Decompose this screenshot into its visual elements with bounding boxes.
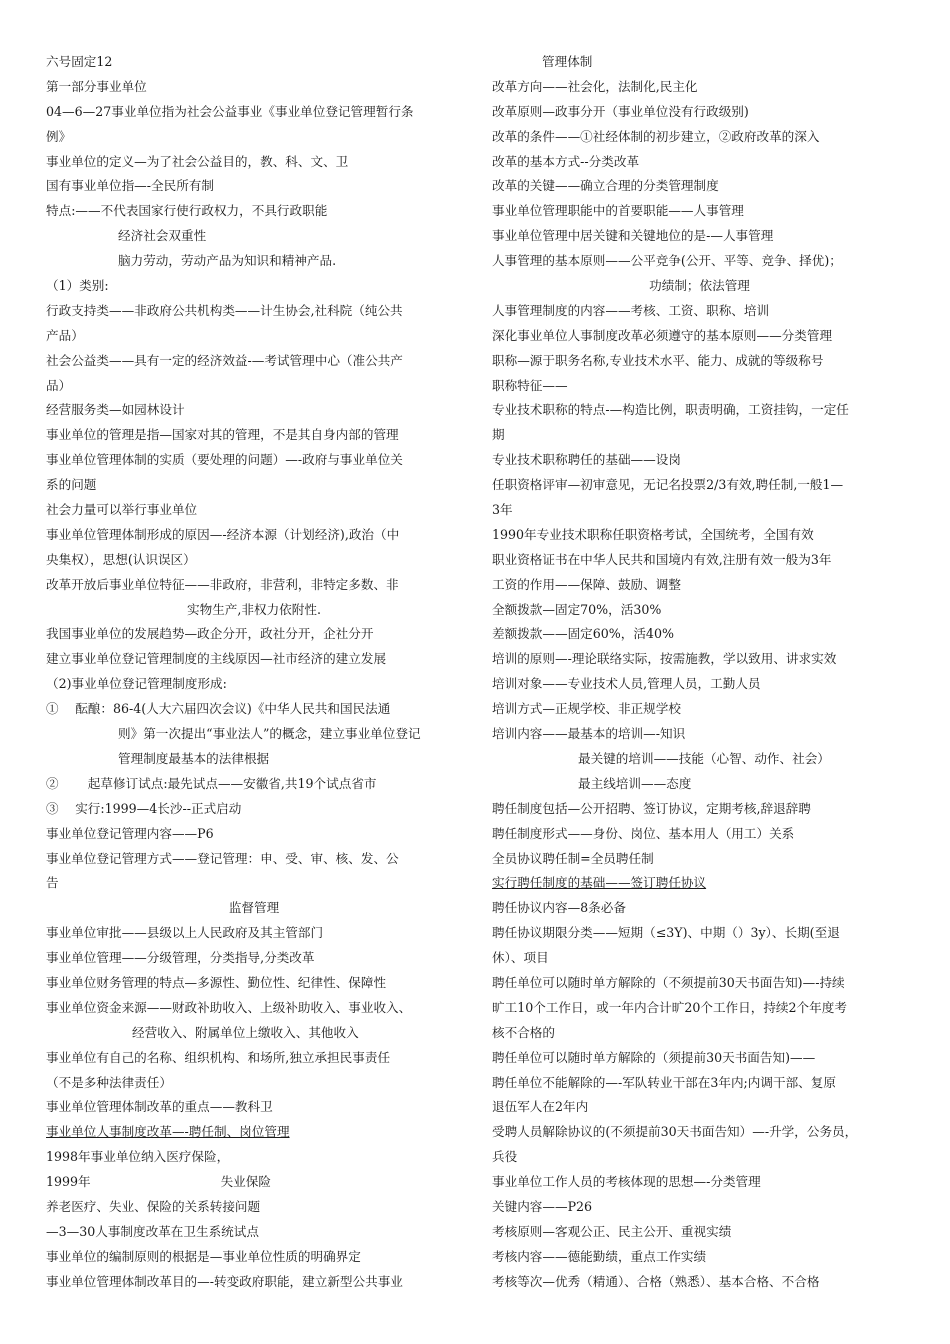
line-text: 聘任制度形式——身份、岗位、基本用人（用工）关系 [492, 825, 795, 841]
text-line [46, 971, 462, 996]
text-line [492, 1245, 907, 1270]
text-line [46, 996, 462, 1021]
line-text: 六号固定12 [46, 54, 113, 69]
line-text: 实物生产,非权力依附性. [187, 601, 321, 617]
line-text: （2)事业单位登记管理制度形成: [46, 676, 227, 692]
text-line [492, 448, 907, 473]
text-line [492, 1071, 907, 1096]
text-line [46, 1095, 462, 1120]
text-line [492, 573, 907, 598]
text-line [492, 697, 907, 722]
text-line [46, 772, 462, 797]
text-line [492, 150, 907, 175]
text-line [492, 523, 907, 548]
line-text: （1）类别: [46, 278, 109, 294]
text-line [46, 224, 462, 249]
line-text: 职业资格证书在中华人民共和国境内有效,注册有效一般为3年 [492, 551, 832, 567]
line-text: 国有事业单位指—-全民所有制 [46, 178, 214, 194]
text-line [492, 349, 907, 374]
line-text: 改革原则—政事分开（事业单位没有行政级别) [492, 103, 749, 119]
text-line [46, 1120, 462, 1145]
text-line [46, 50, 462, 75]
line-text: 养老医疗、失业、保险的关系转接问题 [46, 1198, 261, 1214]
line-text: 人事管理制度的内容——考核、工资、职称、培训 [492, 302, 770, 318]
text-line [492, 473, 907, 498]
line-text: 管理制度最基本的法律根据 [118, 750, 270, 766]
text-line [46, 1046, 462, 1071]
text-line [46, 871, 462, 896]
text-line [46, 548, 462, 573]
line-text: 事业单位有自己的名称、组织机构、和场所,独立承担民事责任 [46, 1049, 391, 1065]
line-text: 经营收入、附属单位上缴收入、其他收入 [132, 1024, 359, 1040]
text-line [46, 299, 462, 324]
text-line [46, 199, 462, 224]
text-line [46, 1071, 462, 1096]
line-text: 经济社会双重性 [118, 228, 207, 244]
text-line [46, 398, 462, 423]
text-line [46, 921, 462, 946]
line-text: 事业单位工作人员的考核体现的思想—-分类管理 [492, 1174, 761, 1190]
line-text: 聘任单位可以随时单方解除的（须提前30天书面告知)—— [492, 1049, 816, 1065]
line-text: 全额拨款—固定70%，活30% [492, 601, 662, 617]
line-text: 兵役 [492, 1149, 518, 1165]
line-text: 考核原则—客观公正、民主公开、重视实绩 [492, 1223, 732, 1239]
text-line [46, 100, 462, 125]
text-line [492, 249, 907, 274]
line-text: 培训方式—正规学校、非正规学校 [492, 701, 681, 717]
text-line [46, 150, 462, 175]
line-text: 监督管理 [228, 900, 280, 916]
text-line [492, 324, 907, 349]
text-line [46, 324, 462, 349]
line-text: 期 [492, 427, 505, 443]
line-text: 事业单位人事制度改革—-聘任制、岗位管理 [46, 1124, 290, 1140]
line-text: 事业单位管理体制形成的原因—-经济本源（计划经济),政治（中 [46, 526, 400, 542]
text-line [46, 349, 462, 374]
line-text: 人事管理的基本原则——公平竞争(公开、平等、竞争、择优)； [492, 253, 842, 269]
text-line [46, 598, 462, 623]
text-line [492, 871, 907, 896]
line-text: 考核内容——德能勤绩，重点工作实绩 [492, 1248, 707, 1264]
text-line [46, 473, 462, 498]
line-text: 社会力量可以举行事业单位 [46, 502, 198, 518]
line-text: 事业单位的管理是指—国家对其的管理，不是其自身内部的管理 [46, 427, 399, 443]
text-line [46, 498, 462, 523]
text-line [46, 423, 462, 448]
line-text: 职称—源于职务名称,专业技术水平、能力、成就的等级称号 [492, 352, 824, 368]
text-line [492, 100, 907, 125]
text-line [492, 1095, 907, 1120]
text-line [492, 1021, 907, 1046]
line-text: 事业单位管理中居关键和关键地位的是-—人事管理 [492, 228, 774, 244]
line-text: 退伍军人在2年内 [492, 1099, 589, 1115]
text-line [46, 722, 462, 747]
line-text: 改革的基本方式--分类改革 [492, 153, 640, 169]
line-text: 核不合格的 [492, 1024, 555, 1040]
text-line [46, 697, 462, 722]
text-line [46, 249, 462, 274]
text-line [492, 1195, 907, 1220]
line-text: 1998年事业单位纳入医疗保险， [46, 1149, 230, 1165]
line-text: 系的问题 [46, 477, 97, 493]
text-line [492, 946, 907, 971]
text-line [46, 747, 462, 772]
text-line [46, 573, 462, 598]
left-column [46, 50, 462, 1295]
line-text: 04—6—27事业单位指为社会公益事业《事业单位登记管理暂行条 [46, 103, 414, 119]
line-text: 聘任制度包括—公开招聘、签订协议，定期考核,辞退辞聘 [492, 800, 811, 816]
line-text: 全员协议聘任制=全员聘任制 [492, 850, 654, 866]
text-line [492, 398, 907, 423]
text-line [492, 374, 907, 399]
line-text: 1990年专业技术职称任职资格考试，全国统考，全国有效 [492, 526, 814, 542]
right-column [492, 50, 907, 1295]
line-text: 则》第一次提出“事业法人”的概念，建立事业单位登记 [118, 726, 421, 742]
text-line [492, 847, 907, 872]
text-line [46, 1270, 462, 1295]
line-text: 事业单位财务管理的特点—多源性、勤位性、纪律性、保障性 [46, 974, 387, 990]
text-line [492, 548, 907, 573]
line-text: 事业单位资金来源——财政补助收入、上级补助收入、事业收入、 [46, 999, 412, 1015]
text-line [46, 1195, 462, 1220]
line-text: 管理体制 [542, 54, 593, 69]
text-line [46, 847, 462, 872]
line-text: 改革开放后事业单位特征——非政府，非营利，非特定多数、非 [46, 576, 399, 592]
line-text: 考核等次—优秀（精通）、合格（熟悉）、基本合格、不合格 [492, 1273, 820, 1289]
text-line [492, 598, 907, 623]
text-line [492, 274, 907, 299]
text-line [492, 423, 907, 448]
line-text: 事业单位登记管理方式——登记管理：申、受、审、核、发、公 [46, 850, 399, 866]
line-text: 最主线培训——态度 [578, 775, 692, 791]
line-text: 事业单位管理体制改革目的—-转变政府职能，建立新型公共事业 [46, 1273, 403, 1289]
text-line [492, 498, 907, 523]
line-text: 脑力劳动，劳动产品为知识和精神产品. [118, 253, 337, 269]
text-line [492, 647, 907, 672]
text-line [492, 672, 907, 697]
line-text: 差额拨款——固定60%，活40% [492, 626, 674, 642]
line-text: 事业单位登记管理内容——P6 [46, 825, 214, 841]
text-line [492, 896, 907, 921]
line-text: 事业单位管理——分级管理，分类指导,分类改革 [46, 950, 315, 966]
text-line [46, 174, 462, 199]
line-text: 受聘人员解除协议的(不须提前30天书面告知）—-升学，公务员， [492, 1124, 858, 1140]
text-line [46, 1220, 462, 1245]
line-text: 央集权），思想(认识误区） [46, 551, 196, 567]
text-line [46, 274, 462, 299]
line-text: 告 [46, 875, 59, 891]
line-text: 产品） [46, 327, 84, 343]
line-text: 例》 [46, 128, 72, 144]
line-text: 聘任协议期限分类——短期（≤3Y)、中期（）3y）、长期(至退 [492, 925, 840, 941]
line-text: 工资的作用——保障、鼓励、调整 [492, 576, 681, 592]
text-line [492, 174, 907, 199]
line-text: —3—30人事制度改革在卫生系统试点 [46, 1223, 259, 1239]
text-line [46, 1170, 462, 1195]
text-line [46, 822, 462, 847]
line-text: ③ 实行:1999—4长沙--正式启动 [46, 800, 242, 816]
text-line [46, 75, 462, 100]
text-line [492, 199, 907, 224]
line-text: 建立事业单位登记管理制度的主线原因—社市经济的建立发展 [46, 651, 387, 667]
text-line [492, 1270, 907, 1295]
text-line [492, 1120, 907, 1145]
line-text: ② 起草修订试点:最先试点——安徽省,共19个试点省市 [46, 775, 377, 791]
line-text: 培训的原则—-理论联络实际，按需施教，学以致用、讲求实效 [492, 651, 837, 667]
line-text: 事业单位管理职能中的首要职能——人事管理 [492, 203, 744, 219]
text-line [46, 374, 462, 399]
line-text: 聘任单位不能解除的—-军队转业干部在3年内;内调干部、复原 [492, 1074, 836, 1090]
text-line [46, 523, 462, 548]
line-text: 1999年 失业保险 [46, 1174, 271, 1190]
line-text: 事业单位的定义—为了社会公益目的，教、科、文、卫 [46, 153, 349, 169]
line-text: 培训对象——专业技术人员,管理人员，工勤人员 [492, 676, 761, 692]
line-text: 改革的条件——①社经体制的初步建立，②政府改革的深入 [492, 128, 820, 144]
line-text: 功绩制；依法管理 [649, 278, 750, 294]
line-text: （不是多种法律责任） [46, 1074, 172, 1090]
text-line [46, 672, 462, 697]
line-text: 改革方向——社会化，法制化,民主化 [492, 78, 698, 94]
text-line [492, 75, 907, 100]
text-line [46, 448, 462, 473]
line-text: 专业技术职称聘任的基础——设岗 [492, 452, 681, 468]
line-text: 特点:——不代表国家行使行政权力，不具行政职能 [46, 203, 328, 219]
line-text: 品） [46, 377, 72, 393]
text-line [46, 946, 462, 971]
text-line [46, 647, 462, 672]
line-text: 关键内容——P26 [492, 1198, 593, 1214]
text-line [492, 125, 907, 150]
line-text: ① 酝酿：86-4(人大六届四次会议)《中华人民共和国民法通 [46, 701, 391, 717]
text-line [46, 1245, 462, 1270]
text-line [46, 797, 462, 822]
line-text: 3年 [492, 502, 513, 518]
text-line [46, 125, 462, 150]
text-line [492, 622, 907, 647]
line-text: 社会公益类——具有一定的经济效益-—考试管理中心（准公共产 [46, 352, 403, 368]
line-text: 旷工10个工作日，或一年内合计旷20个工作日，持续2个年度考 [492, 999, 847, 1015]
text-line [492, 1046, 907, 1071]
text-line [492, 722, 907, 747]
text-line [492, 797, 907, 822]
line-text: 职称特征—— [492, 377, 568, 393]
line-text: 任职资格评审—初审意见，无记名投票2/3有效,聘任制,一般1— [492, 477, 844, 493]
line-text: 深化事业单位人事制度改革必须遵守的基本原则——分类管理 [492, 327, 833, 343]
line-text: 实行聘任制度的基础——签订聘任协议 [492, 875, 707, 891]
line-text: 改革的关键——确立合理的分类管理制度 [492, 178, 719, 194]
text-line [46, 896, 462, 921]
text-line [492, 971, 907, 996]
line-text: 事业单位的编制原则的根据是—事业单位性质的明确界定 [46, 1248, 361, 1264]
text-line [46, 1021, 462, 1046]
line-text: 第一部分事业单位 [46, 78, 147, 94]
text-line [492, 921, 907, 946]
text-line [492, 299, 907, 324]
line-text: 休）、项目 [492, 950, 549, 966]
line-text: 专业技术职称的特点-—构造比例，职责明确，工资挂钩，一定任 [492, 402, 849, 418]
line-text: 事业单位审批——县级以上人民政府及其主管部门 [46, 925, 324, 941]
text-line [492, 822, 907, 847]
text-line [492, 1220, 907, 1245]
text-line [492, 224, 907, 249]
line-text: 事业单位管理体制改革的重点——教科卫 [46, 1099, 273, 1115]
line-text: 最关键的培训——技能（心智、动作、社会） [578, 750, 830, 766]
text-line [492, 996, 907, 1021]
line-text: 聘任协议内容—8条必备 [492, 900, 626, 916]
text-line [46, 1145, 462, 1170]
line-text: 经营服务类—如园林设计 [46, 402, 185, 418]
text-line [492, 1170, 907, 1195]
text-line [492, 50, 907, 75]
line-text: 行政支持类——非政府公共机构类——计生协会,社科院（纯公共 [46, 302, 403, 318]
text-line [492, 772, 907, 797]
line-text: 聘任单位可以随时单方解除的（不须提前30天书面告知)—-持续 [492, 974, 845, 990]
text-line [492, 1145, 907, 1170]
line-text: 事业单位管理体制的实质（要处理的问题）—-政府与事业单位关 [46, 452, 403, 468]
line-text: 我国事业单位的发展趋势—政企分开，政社分开，企社分开 [46, 626, 374, 642]
line-text: 培训内容——最基本的培训—-知识 [492, 726, 686, 742]
text-line [492, 747, 907, 772]
text-line [46, 622, 462, 647]
